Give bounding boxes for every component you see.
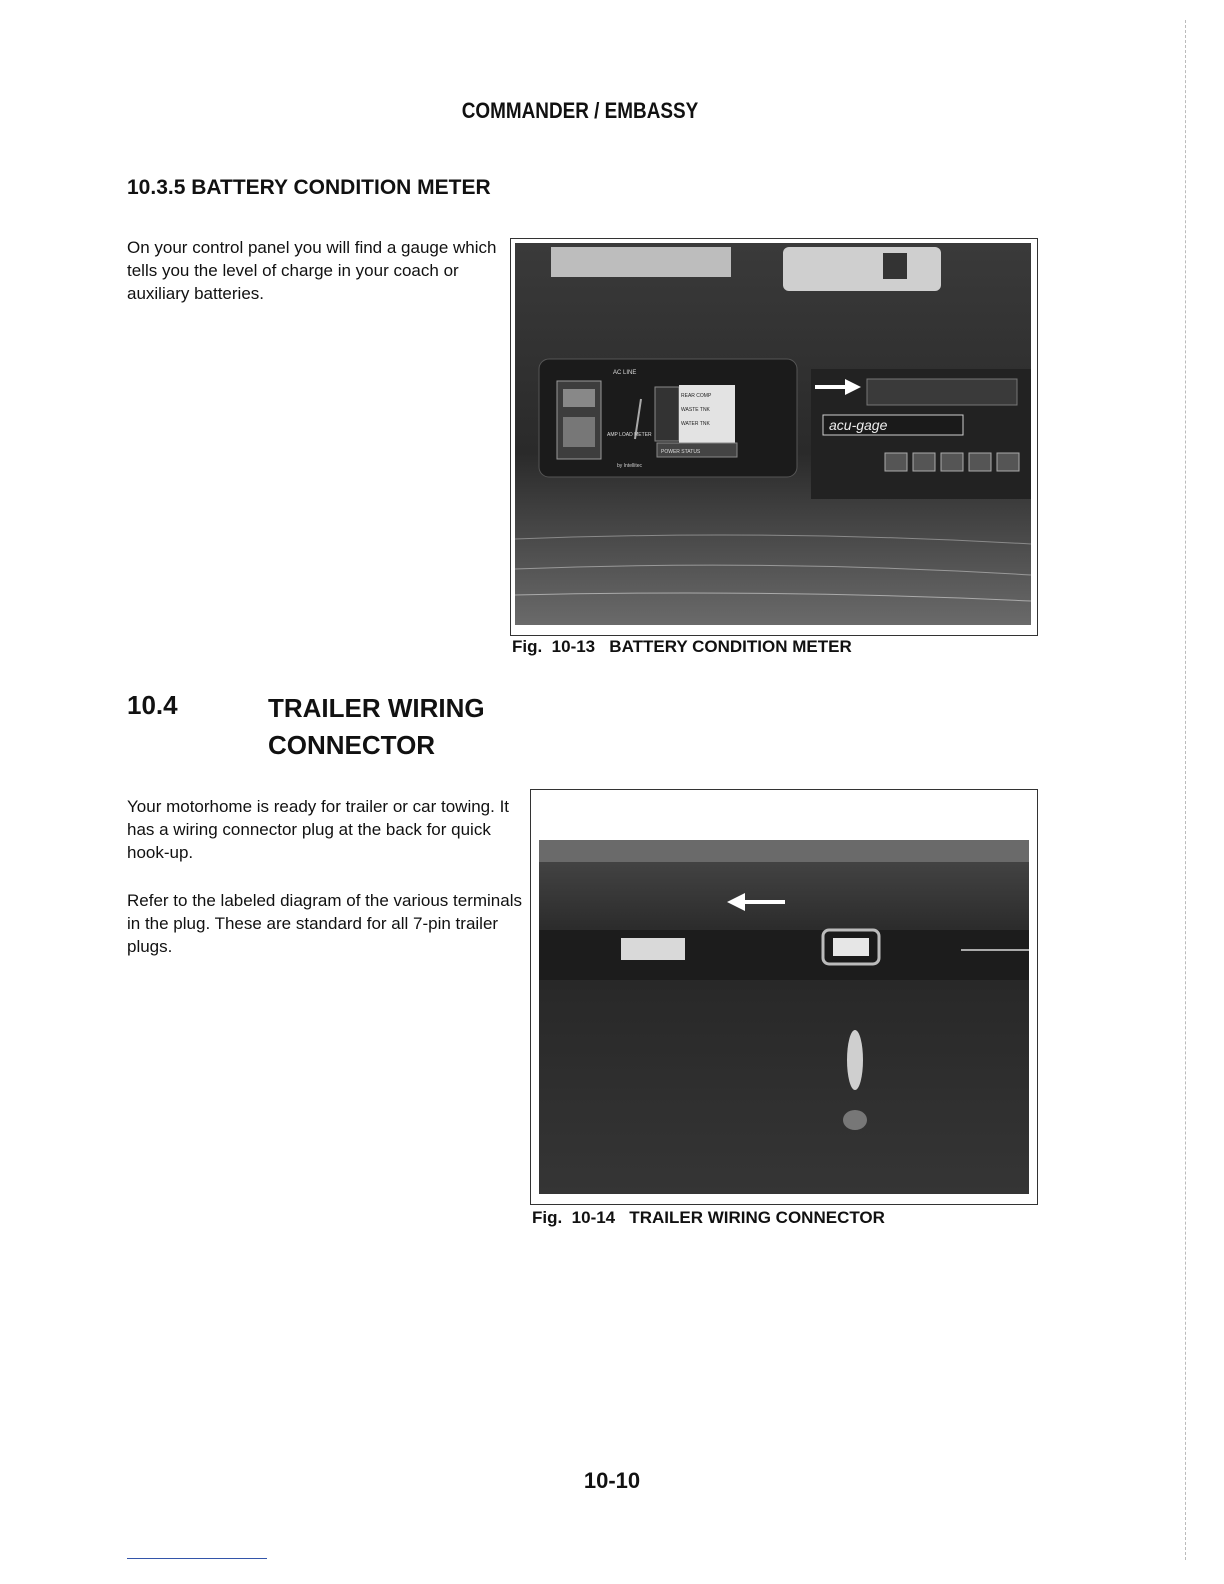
scan-margin-artifact	[1185, 20, 1186, 1560]
power-status-label: POWER STATUS	[661, 449, 701, 455]
running-header: COMMANDER / EMBASSY	[461, 98, 699, 123]
trailer-paragraph-1: Your motorhome is ready for trailer or car towing. It has a wiring connector plug at the back for quick hook-up.	[127, 797, 510, 862]
footer-rule	[127, 1558, 267, 1559]
waste-tank-label: WASTE TNK	[681, 407, 710, 413]
section-number-10-4: 10.4	[127, 690, 178, 720]
figure-10-13-caption: Fig. 10-13 BATTERY CONDITION METER	[512, 637, 852, 656]
section-title-trailer-wiring: TRAILER WIRING CONNECTOR	[268, 693, 485, 760]
figure-battery-condition-meter	[510, 238, 1038, 636]
intellitec-label: by Intellitec	[617, 463, 643, 469]
battery-meter-photo	[511, 239, 1037, 635]
figure-trailer-wiring-connector	[530, 789, 1038, 1205]
section-heading-10-3-5: 10.3.5 BATTERY CONDITION METER	[127, 176, 491, 199]
trailer-connector-photo	[531, 790, 1037, 1204]
acu-gage-logo: acu-gage	[829, 417, 888, 433]
battery-meter-paragraph: On your control panel you will find a gauge which tells you the level of charge in your coach or auxiliary batteries.	[127, 238, 497, 303]
page-number: 10-10	[583, 1468, 641, 1493]
rear-comp-label: REAR COMP	[681, 393, 712, 399]
figure-10-14-caption: Fig. 10-14 TRAILER WIRING CONNECTOR	[532, 1208, 885, 1227]
water-tank-label: WATER TNK	[681, 421, 710, 427]
amp-load-meter-label: AMP LOAD METER	[607, 432, 652, 438]
trailer-paragraph-2: Refer to the labeled diagram of the various terminals in the plug. These are standard for all 7-pin trailer plugs.	[127, 891, 522, 956]
ac-line-label: AC LINE	[613, 370, 637, 376]
